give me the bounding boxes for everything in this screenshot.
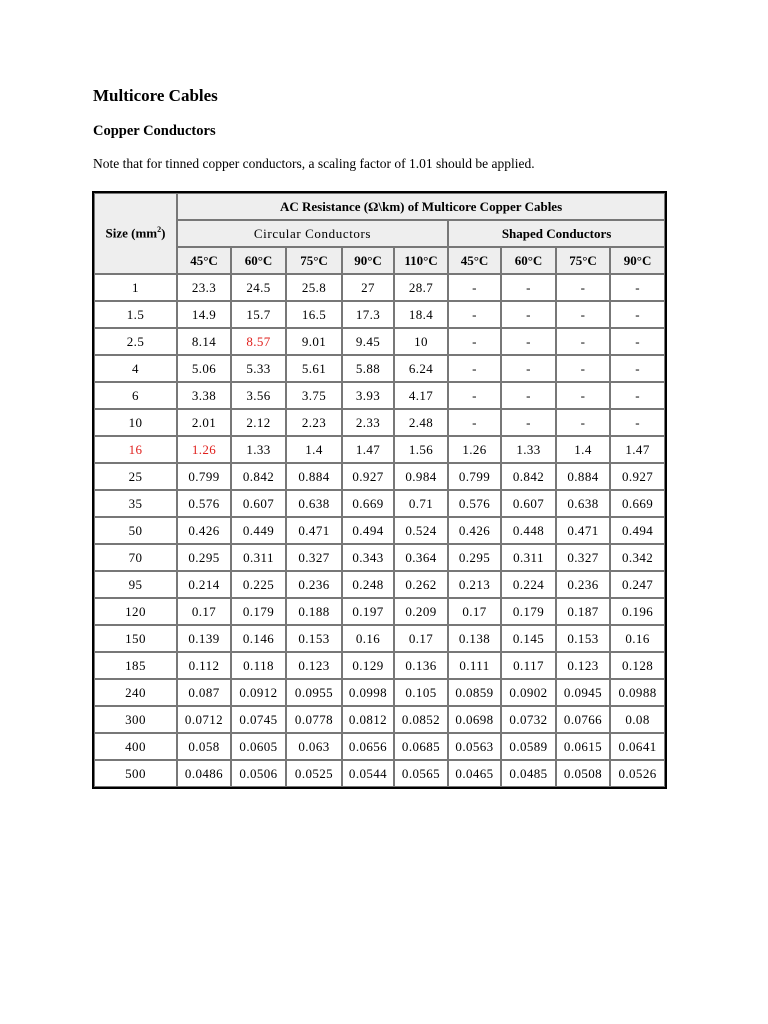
size-cell: 4 [94, 355, 177, 382]
circular-value-cell: 10 [394, 328, 448, 355]
shaped-value-cell: - [556, 355, 610, 382]
shaped-value-cell: 0.0641 [610, 733, 665, 760]
circular-value-cell: 0.0544 [342, 760, 394, 787]
size-cell: 1 [94, 274, 177, 301]
shaped-value-cell: 0.145 [501, 625, 556, 652]
circular-value-cell: 0.197 [342, 598, 394, 625]
shaped-value-cell: 1.26 [448, 436, 501, 463]
shaped-value-cell: 1.4 [556, 436, 610, 463]
circular-value-cell: 0.524 [394, 517, 448, 544]
shaped-value-cell: - [501, 409, 556, 436]
shaped-temp-header: 45°C [448, 247, 501, 274]
circular-value-cell: 14.9 [177, 301, 231, 328]
circular-value-cell: 0.16 [342, 625, 394, 652]
shaped-value-cell: 0.638 [556, 490, 610, 517]
circular-value-cell: 0.0525 [286, 760, 342, 787]
circular-value-cell: 0.209 [394, 598, 448, 625]
circular-value-cell: 0.136 [394, 652, 448, 679]
size-cell: 95 [94, 571, 177, 598]
shaped-value-cell: - [501, 355, 556, 382]
shaped-value-cell: 0.295 [448, 544, 501, 571]
circular-value-cell: 0.063 [286, 733, 342, 760]
circular-value-cell: 0.311 [231, 544, 286, 571]
circular-value-cell: 28.7 [394, 274, 448, 301]
shaped-value-cell: - [556, 382, 610, 409]
table-row [94, 355, 665, 382]
table-row [94, 760, 665, 787]
table-row [94, 706, 665, 733]
circular-value-cell: 0.17 [394, 625, 448, 652]
circular-value-cell: 16.5 [286, 301, 342, 328]
circular-temp-header: 45°C [177, 247, 231, 274]
temperature-header-row [94, 247, 665, 274]
circular-value-cell: 0.494 [342, 517, 394, 544]
table-row [94, 571, 665, 598]
shaped-temp-header: 75°C [556, 247, 610, 274]
circular-value-cell: 15.7 [231, 301, 286, 328]
shaped-value-cell: 0.884 [556, 463, 610, 490]
circular-value-cell: 27 [342, 274, 394, 301]
circular-value-cell: 17.3 [342, 301, 394, 328]
size-cell: 70 [94, 544, 177, 571]
table-row [94, 517, 665, 544]
circular-value-cell: 0.236 [286, 571, 342, 598]
shaped-value-cell: 0.0465 [448, 760, 501, 787]
shaped-value-cell: - [610, 355, 665, 382]
shaped-value-cell: - [448, 301, 501, 328]
shaped-value-cell: - [556, 301, 610, 328]
table-row [94, 652, 665, 679]
circular-value-cell: 0.576 [177, 490, 231, 517]
shaped-value-cell: 0.187 [556, 598, 610, 625]
shaped-value-cell: - [448, 355, 501, 382]
circular-temp-header: 75°C [286, 247, 342, 274]
circular-value-cell: 1.47 [342, 436, 394, 463]
size-cell: 50 [94, 517, 177, 544]
main-table-header: AC Resistance (Ω\km) of Multicore Copper Cables [177, 193, 665, 220]
circular-value-cell: 9.01 [286, 328, 342, 355]
shaped-value-cell: 0.0945 [556, 679, 610, 706]
shaped-value-cell: 0.0563 [448, 733, 501, 760]
circular-value-cell: 0.0745 [231, 706, 286, 733]
circular-value-cell: 0.087 [177, 679, 231, 706]
circular-value-cell: 0.0852 [394, 706, 448, 733]
circular-value-cell: 0.0565 [394, 760, 448, 787]
circular-value-cell: 0.225 [231, 571, 286, 598]
shaped-value-cell: 0.153 [556, 625, 610, 652]
circular-value-cell: 0.262 [394, 571, 448, 598]
circular-value-cell: 0.669 [342, 490, 394, 517]
size-column-header [94, 193, 177, 274]
size-cell: 120 [94, 598, 177, 625]
size-cell: 500 [94, 760, 177, 787]
circular-value-cell: 1.56 [394, 436, 448, 463]
size-header-text: Size (mm [105, 225, 158, 241]
circular-value-cell: 0.0712 [177, 706, 231, 733]
shaped-value-cell: 0.117 [501, 652, 556, 679]
shaped-value-cell: - [448, 382, 501, 409]
shaped-value-cell: 0.0732 [501, 706, 556, 733]
table-row [94, 625, 665, 652]
circular-value-cell: 0.0656 [342, 733, 394, 760]
circular-value-cell: 5.61 [286, 355, 342, 382]
shaped-value-cell: 0.426 [448, 517, 501, 544]
section-subtitle: Copper Conductors [93, 123, 216, 139]
circular-value-cell: 5.88 [342, 355, 394, 382]
circular-value-cell: 0.0912 [231, 679, 286, 706]
shaped-value-cell: 0.0589 [501, 733, 556, 760]
circular-value-cell: 8.57 [231, 328, 286, 355]
circular-value-cell: 0.214 [177, 571, 231, 598]
shaped-value-cell: - [610, 409, 665, 436]
circular-conductors-header: Circular Conductors [177, 220, 448, 247]
shaped-value-cell: 0.213 [448, 571, 501, 598]
size-cell: 300 [94, 706, 177, 733]
ac-resistance-table [92, 191, 667, 789]
shaped-value-cell: - [610, 328, 665, 355]
shaped-value-cell: - [448, 328, 501, 355]
shaped-value-cell: 0.16 [610, 625, 665, 652]
shaped-value-cell: 0.138 [448, 625, 501, 652]
circular-value-cell: 3.93 [342, 382, 394, 409]
circular-value-cell: 0.058 [177, 733, 231, 760]
circular-value-cell: 0.0812 [342, 706, 394, 733]
shaped-value-cell: 0.196 [610, 598, 665, 625]
shaped-value-cell: 0.607 [501, 490, 556, 517]
table-row [94, 598, 665, 625]
tinned-copper-note: Note that for tinned copper conductors, a scaling factor of 1.01 should be applied. [93, 156, 535, 171]
shaped-value-cell: 0.311 [501, 544, 556, 571]
circular-value-cell: 24.5 [231, 274, 286, 301]
size-cell: 185 [94, 652, 177, 679]
shaped-value-cell: 0.0698 [448, 706, 501, 733]
circular-value-cell: 0.364 [394, 544, 448, 571]
circular-value-cell: 0.139 [177, 625, 231, 652]
shaped-value-cell: 0.179 [501, 598, 556, 625]
circular-value-cell: 2.01 [177, 409, 231, 436]
shaped-value-cell: - [610, 382, 665, 409]
circular-value-cell: 0.799 [177, 463, 231, 490]
table-row [94, 733, 665, 760]
shaped-value-cell: - [448, 274, 501, 301]
circular-value-cell: 0.607 [231, 490, 286, 517]
circular-value-cell: 0.129 [342, 652, 394, 679]
shaped-value-cell: 0.08 [610, 706, 665, 733]
circular-value-cell: 0.0955 [286, 679, 342, 706]
circular-value-cell: 0.118 [231, 652, 286, 679]
shaped-value-cell: 0.0526 [610, 760, 665, 787]
shaped-value-cell: 0.342 [610, 544, 665, 571]
circular-value-cell: 0.426 [177, 517, 231, 544]
circular-value-cell: 2.48 [394, 409, 448, 436]
circular-value-cell: 0.638 [286, 490, 342, 517]
shaped-value-cell: 0.0859 [448, 679, 501, 706]
circular-value-cell: 0.0685 [394, 733, 448, 760]
shaped-temp-header: 90°C [610, 247, 665, 274]
shaped-value-cell: 0.236 [556, 571, 610, 598]
circular-value-cell: 0.123 [286, 652, 342, 679]
circular-value-cell: 6.24 [394, 355, 448, 382]
table-row [94, 463, 665, 490]
shaped-conductors-header: Shaped Conductors [448, 220, 665, 247]
size-cell: 35 [94, 490, 177, 517]
circular-value-cell: 1.4 [286, 436, 342, 463]
circular-value-cell: 3.75 [286, 382, 342, 409]
shaped-value-cell: 0.799 [448, 463, 501, 490]
size-cell: 2.5 [94, 328, 177, 355]
shaped-value-cell: 0.576 [448, 490, 501, 517]
shaped-value-cell: - [556, 274, 610, 301]
circular-value-cell: 0.0998 [342, 679, 394, 706]
circular-value-cell: 3.56 [231, 382, 286, 409]
document-title: Multicore Cables [93, 86, 218, 105]
table-row [94, 490, 665, 517]
shaped-value-cell: - [556, 409, 610, 436]
shaped-value-cell: 0.111 [448, 652, 501, 679]
circular-value-cell: 1.33 [231, 436, 286, 463]
circular-value-cell: 2.23 [286, 409, 342, 436]
shaped-value-cell: - [610, 274, 665, 301]
circular-value-cell: 2.12 [231, 409, 286, 436]
shaped-value-cell: 0.0508 [556, 760, 610, 787]
size-header-superscript: 2 [157, 225, 162, 235]
shaped-value-cell: 0.17 [448, 598, 501, 625]
circular-value-cell: 0.471 [286, 517, 342, 544]
shaped-value-cell: - [501, 301, 556, 328]
circular-value-cell: 0.984 [394, 463, 448, 490]
circular-value-cell: 2.33 [342, 409, 394, 436]
circular-value-cell: 0.449 [231, 517, 286, 544]
size-cell: 16 [94, 436, 177, 463]
circular-value-cell: 0.112 [177, 652, 231, 679]
circular-value-cell: 0.188 [286, 598, 342, 625]
circular-value-cell: 0.927 [342, 463, 394, 490]
shaped-value-cell: 0.0988 [610, 679, 665, 706]
circular-temp-header: 60°C [231, 247, 286, 274]
size-cell: 400 [94, 733, 177, 760]
table-row [94, 301, 665, 328]
shaped-temp-header: 60°C [501, 247, 556, 274]
shaped-value-cell: 0.247 [610, 571, 665, 598]
circular-value-cell: 3.38 [177, 382, 231, 409]
circular-value-cell: 0.179 [231, 598, 286, 625]
circular-value-cell: 4.17 [394, 382, 448, 409]
shaped-value-cell: 0.0766 [556, 706, 610, 733]
shaped-value-cell: - [501, 328, 556, 355]
circular-value-cell: 0.0778 [286, 706, 342, 733]
circular-value-cell: 0.0506 [231, 760, 286, 787]
table-row [94, 382, 665, 409]
circular-value-cell: 8.14 [177, 328, 231, 355]
shaped-value-cell: - [556, 328, 610, 355]
circular-value-cell: 0.153 [286, 625, 342, 652]
circular-value-cell: 0.146 [231, 625, 286, 652]
shaped-value-cell: 0.224 [501, 571, 556, 598]
shaped-value-cell: 0.927 [610, 463, 665, 490]
circular-value-cell: 9.45 [342, 328, 394, 355]
size-cell: 240 [94, 679, 177, 706]
table-body [94, 274, 665, 787]
circular-value-cell: 23.3 [177, 274, 231, 301]
shaped-value-cell: 1.47 [610, 436, 665, 463]
shaped-value-cell: 0.669 [610, 490, 665, 517]
table-row [94, 436, 665, 463]
circular-value-cell: 1.26 [177, 436, 231, 463]
size-cell: 6 [94, 382, 177, 409]
circular-value-cell: 0.884 [286, 463, 342, 490]
circular-value-cell: 0.842 [231, 463, 286, 490]
table-row [94, 679, 665, 706]
size-cell: 1.5 [94, 301, 177, 328]
shaped-value-cell: 0.0485 [501, 760, 556, 787]
shaped-value-cell: 0.494 [610, 517, 665, 544]
shaped-value-cell: 1.33 [501, 436, 556, 463]
shaped-value-cell: 0.327 [556, 544, 610, 571]
shaped-value-cell: 0.842 [501, 463, 556, 490]
shaped-value-cell: 0.471 [556, 517, 610, 544]
circular-value-cell: 0.295 [177, 544, 231, 571]
size-cell: 10 [94, 409, 177, 436]
circular-value-cell: 0.0486 [177, 760, 231, 787]
shaped-value-cell: 0.128 [610, 652, 665, 679]
circular-temp-header: 90°C [342, 247, 394, 274]
circular-temp-header: 110°C [394, 247, 448, 274]
table-row [94, 409, 665, 436]
circular-value-cell: 0.71 [394, 490, 448, 517]
circular-value-cell: 0.0605 [231, 733, 286, 760]
size-header-close: ) [161, 225, 166, 241]
circular-value-cell: 0.17 [177, 598, 231, 625]
circular-value-cell: 0.248 [342, 571, 394, 598]
shaped-value-cell: - [448, 409, 501, 436]
size-cell: 150 [94, 625, 177, 652]
circular-value-cell: 0.327 [286, 544, 342, 571]
table-row [94, 274, 665, 301]
table-row [94, 328, 665, 355]
shaped-value-cell: 0.0615 [556, 733, 610, 760]
shaped-value-cell: 0.0902 [501, 679, 556, 706]
shaped-value-cell: - [501, 274, 556, 301]
circular-value-cell: 0.343 [342, 544, 394, 571]
table-row [94, 544, 665, 571]
shaped-value-cell: 0.448 [501, 517, 556, 544]
size-cell: 25 [94, 463, 177, 490]
circular-value-cell: 18.4 [394, 301, 448, 328]
circular-value-cell: 25.8 [286, 274, 342, 301]
shaped-value-cell: - [610, 301, 665, 328]
shaped-value-cell: - [501, 382, 556, 409]
circular-value-cell: 5.06 [177, 355, 231, 382]
shaped-value-cell: 0.123 [556, 652, 610, 679]
circular-value-cell: 0.105 [394, 679, 448, 706]
circular-value-cell: 5.33 [231, 355, 286, 382]
